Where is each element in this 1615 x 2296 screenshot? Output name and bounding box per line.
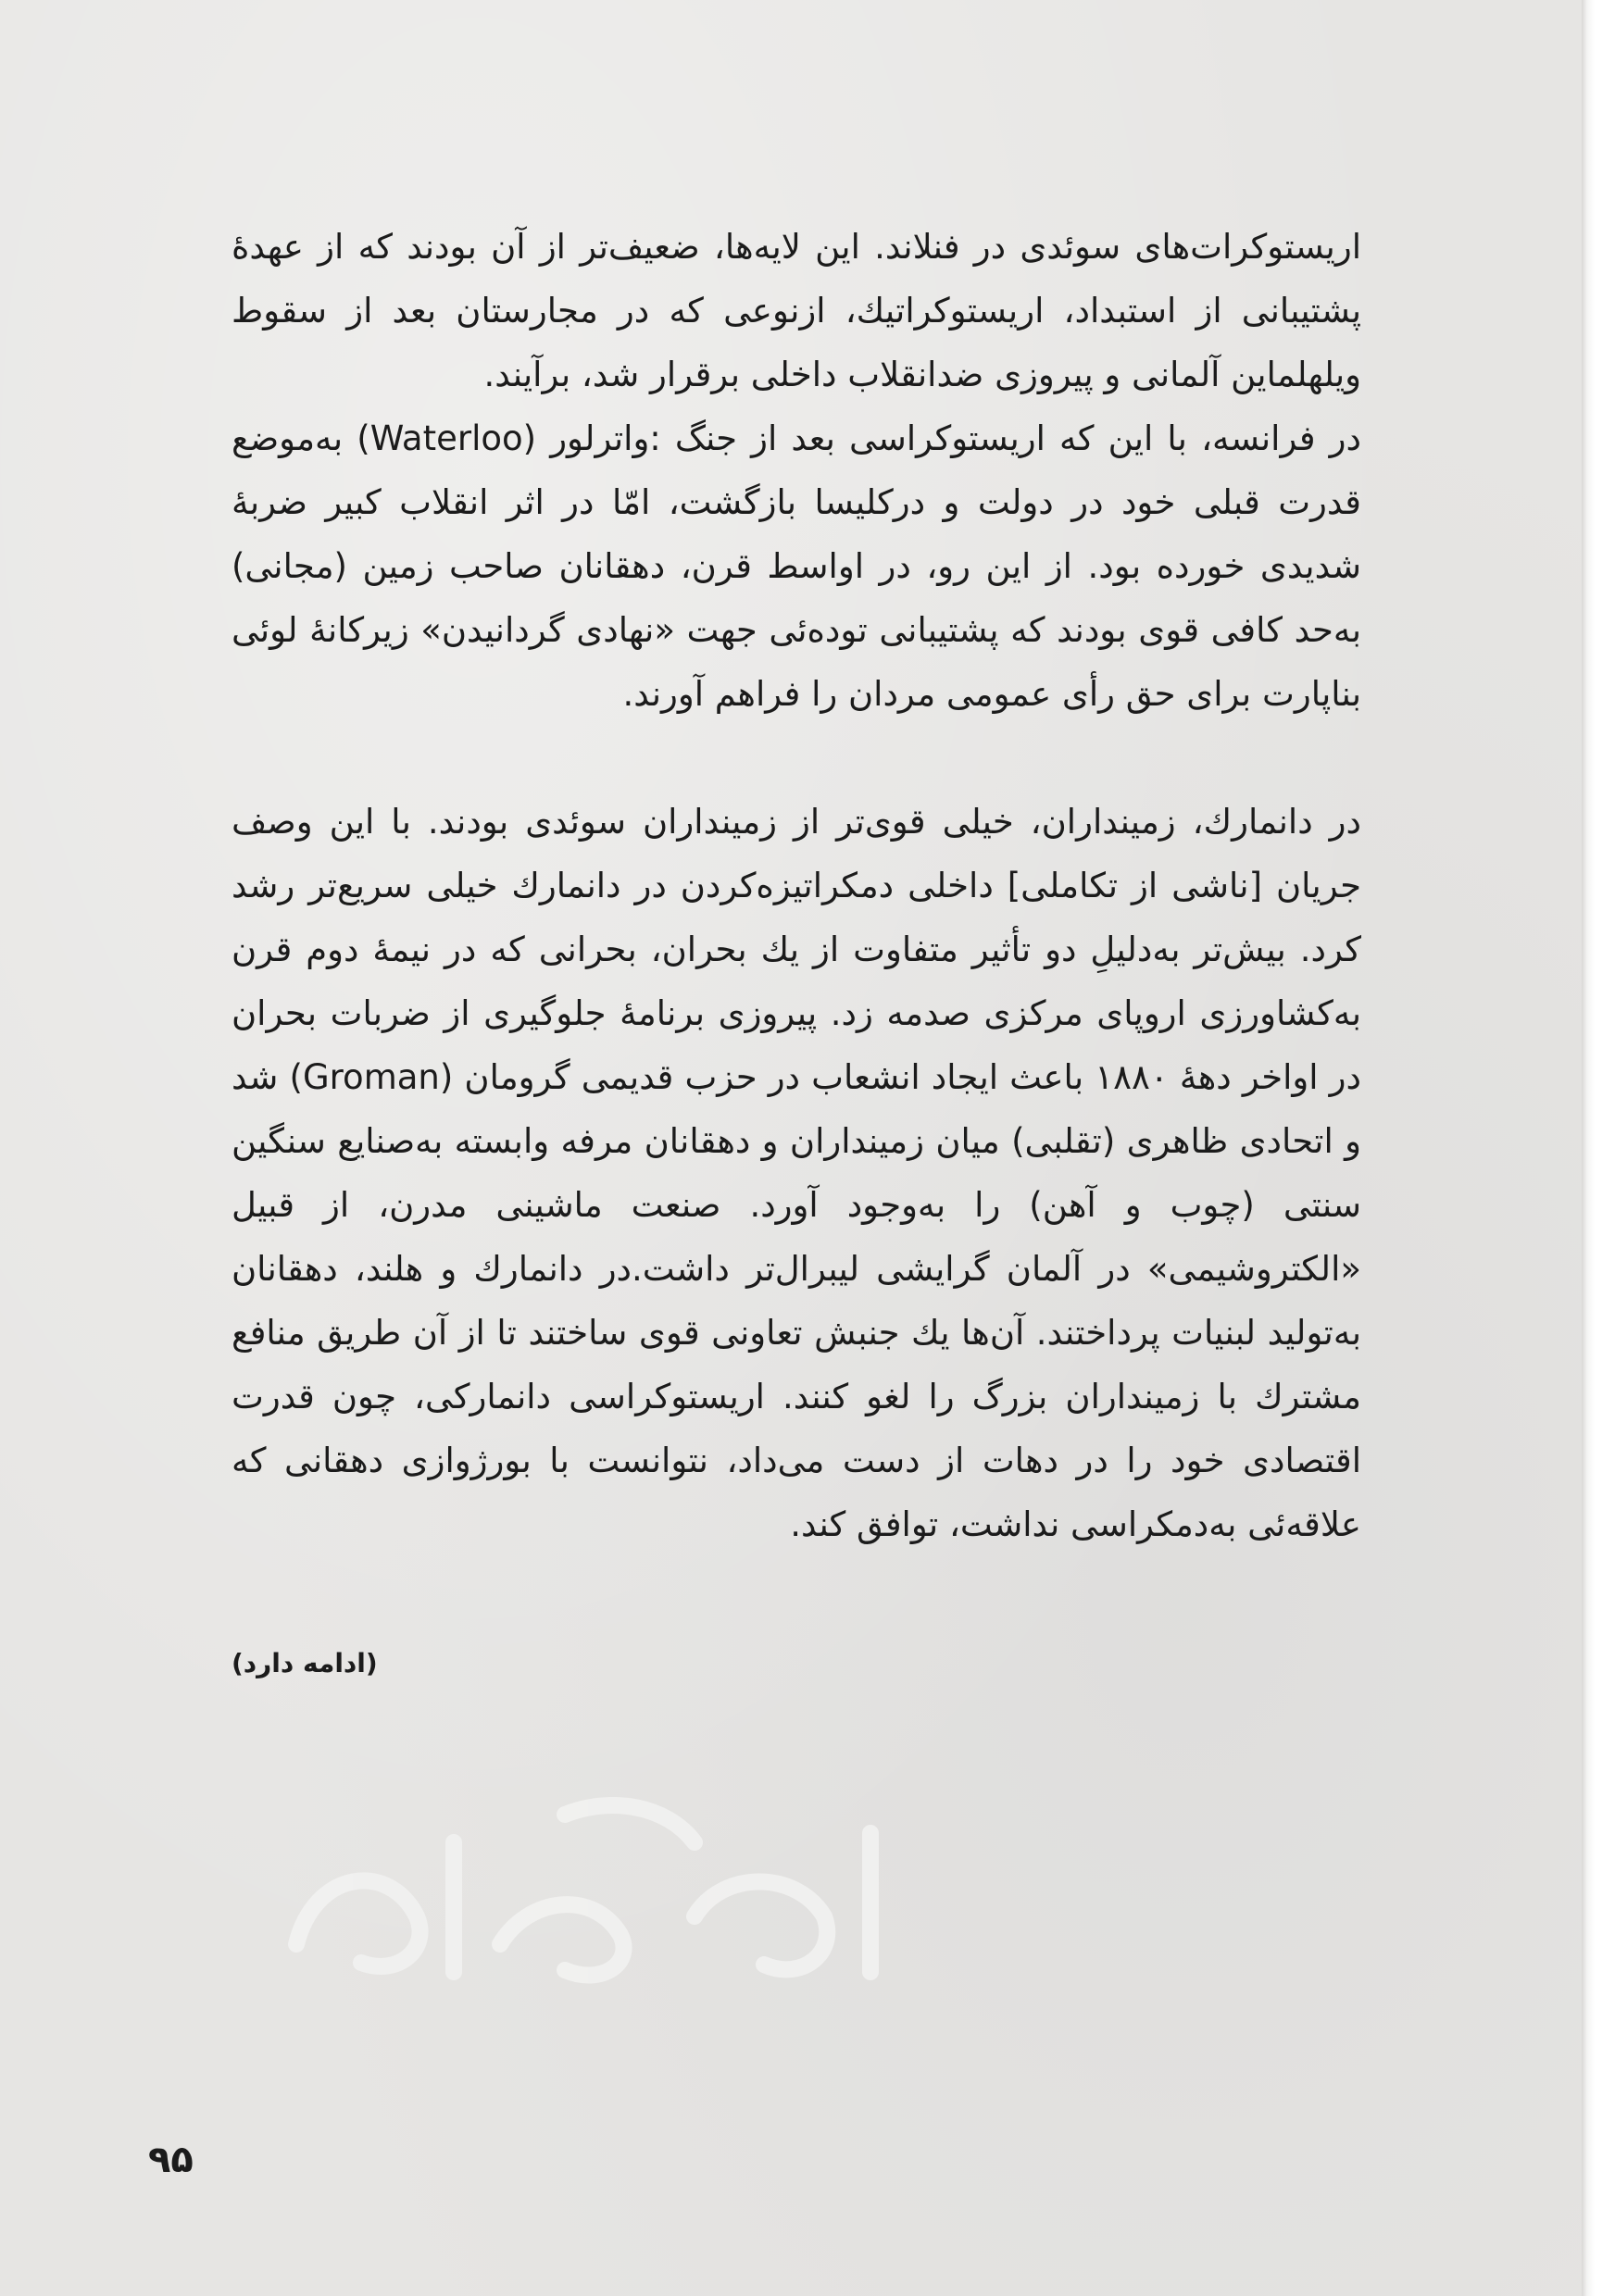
paragraph-gap [232,726,1361,790]
document-body [232,215,1361,1556]
page-number: ۹۵ [148,2139,194,2181]
watermark-logo [259,1759,926,2018]
continued-note: (ادامه دارد) [232,1648,378,1678]
paragraph-2: در فرانسه، با این که اریستوکراسی بعد از جنگ :واترلور (Waterloo) به‌موضع قدرت قبلی خود در دولت و درکلیسا بازگشت، امّا در اثر انقلاب کبیر ضربهٔ شدیدی خورده بود. از این رو، در اواسط قرن، دهقانان صاحب زمین (مجانی) به‌حد کافی قوی بودند که پشتیبانی توده‌ئی جهت «نهادی گردانیدن» زیرکانهٔ لوئی بناپارت برای حق رأی عمومی مردان را فراهم آورند. [232,418,1361,714]
paragraph-3: در دانمارك، زمینداران، خیلی قوی‌تر از زمینداران سوئدی بودند. با این وصف جریان [ناشی از تکاملی] داخلی دمکراتیزه‌کردن در دانمارك خیلی سریع‌تر رشد کرد. بیش‌تر به‌دلیلِ دو تأثیر متفاوت از یك بحران، بحرانی که در نیمهٔ دوم قرن به‌کشاورزی اروپای مرکزی صدمه زد. پیروزی برنامهٔ جلوگیری از ضربات بحران در اواخر دههٔ ۱۸۸۰ باعث ایجاد انشعاب در حزب قدیمی گرومان (Groman) شد و اتحادی ظاهری (تقلبی) میان زمینداران و دهقانان مرفه وابسته به‌صنایع سنگین سنتی (چوب و آهن) را به‌وجود آورد. صنعت ماشینی مدرن، از قبیل «الکتروشیمی» در آلمان گرایشی لیبرال‌تر داشت.در دانمارك و هلند، دهقانان به‌تولید لبنیات پرداختند. آن‌ها یك جنبش تعاونی قوی ساختند تا از آن طریق منافع مشترك با زمینداران بزرگ را لغو کنند. اریستوکراسی دانمارکی، چون قدرت اقتصادی خود را در دهات از دست می‌داد، نتوانست با بورژوازی دهقانی که علاقه‌ئی به‌دمکراسی نداشت، توافق کند. [232,802,1361,1544]
paragraph-1: اریستوکرات‌های سوئدی در فنلاند. این لایه‌ها، ضعیف‌تر از آن بودند که از عهدهٔ پشتیبانی از استبداد، اریستوکراتیك، ازنوعی که در مجارستان بعد از سقوط ویلهلماین آلمانی و پیروزی ضدانقلاب داخلی برقرار شد، برآیند. [232,227,1361,394]
paper-edge [1582,0,1615,2296]
